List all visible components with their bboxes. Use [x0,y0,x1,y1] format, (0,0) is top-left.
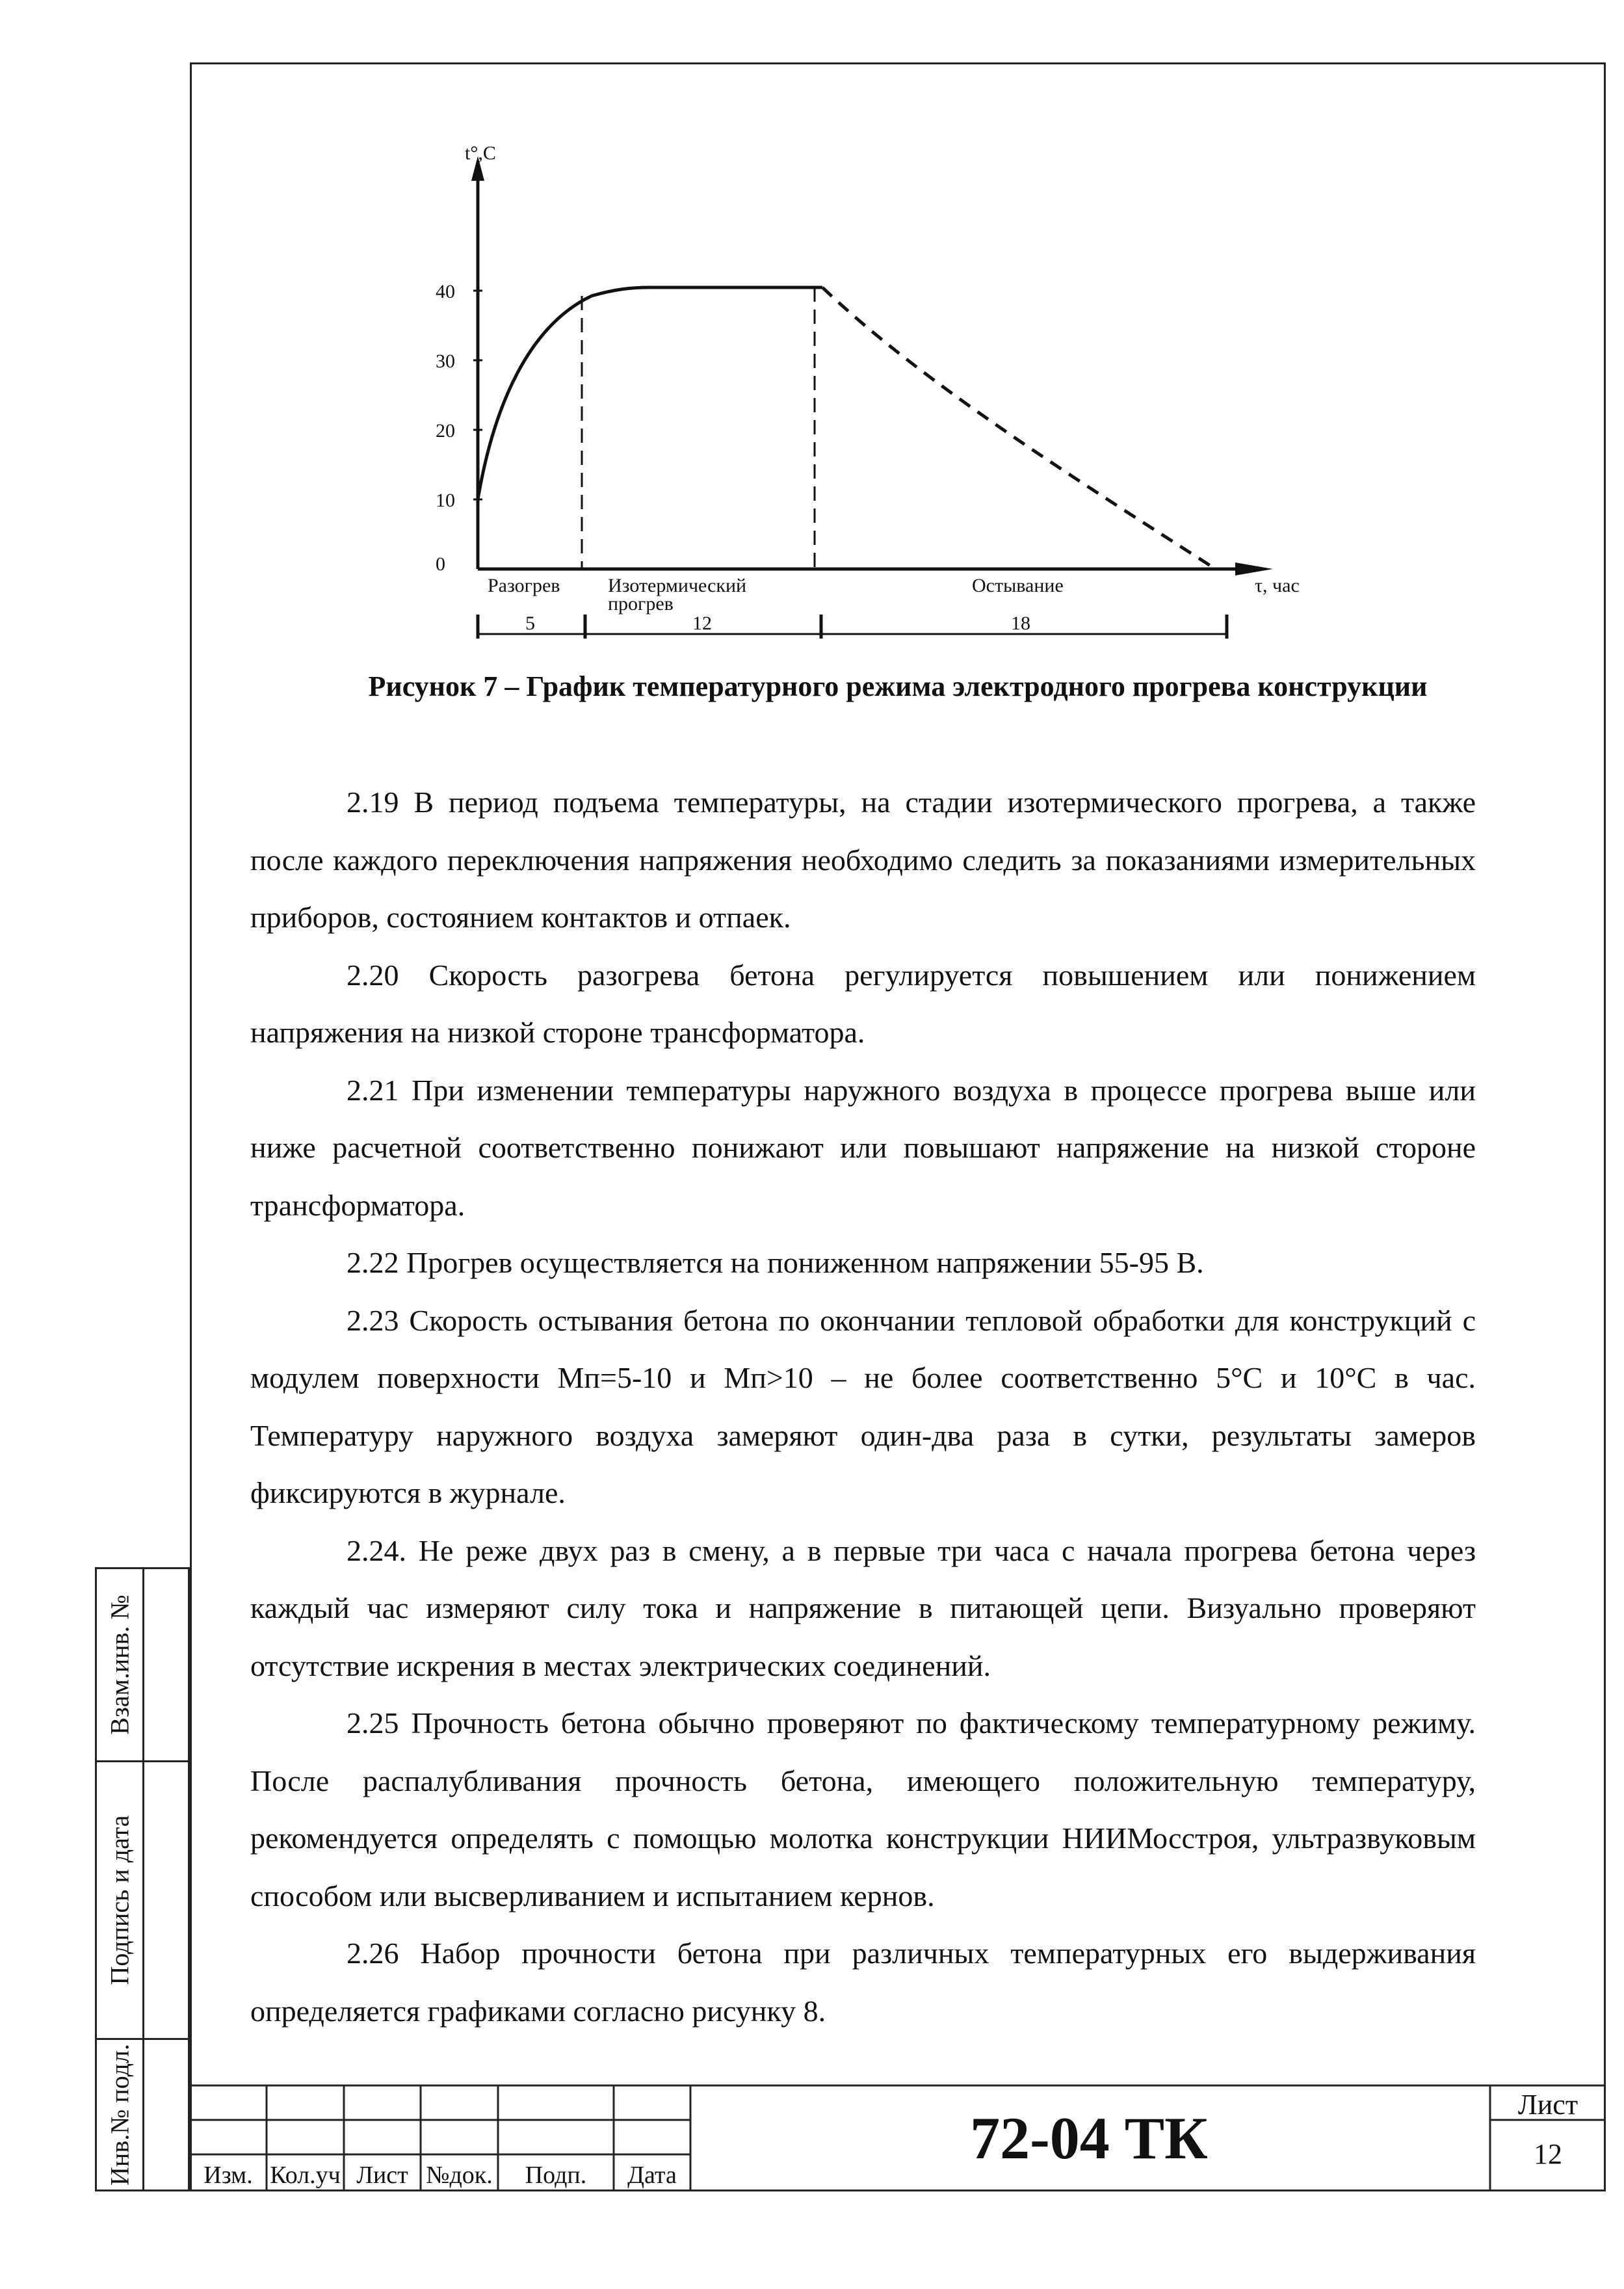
header-kol-uch: Кол.уч [270,2162,341,2189]
figure-caption: Рисунок 7 – График температурного режима электродного прогрева конструкции [368,670,1428,702]
paragraph-2-22: 2.22 Прогрев осуществляется на пониженном напряжении 55-95 В. [347,1246,1204,1279]
header-data: Дата [627,2162,677,2189]
heating-curve [478,287,650,499]
paragraph-2-23: 2.23 Скорость остывания бетона по окончании тепловой обработки для конструкций с модулем поверхности Мп=5-10 и Мп>10 – не более соответственно 5°С и 10°С в час. Температуру наружного воздуха замеряют один-два раза в сутки, результаты замеров фиксируются в журнале. [250,1303,1476,1509]
stage-label-isothermal-2: прогрев [608,593,674,615]
x-axis-label: τ, час [1255,575,1300,596]
side-label-inv: Инв.№ подл. [105,2044,135,2186]
y-tick-40: 40 [436,281,455,302]
y-axis-label: t°,C [465,142,496,164]
side-stamp-podpis [95,1760,190,2040]
y-tick-10: 10 [436,490,455,511]
stage-label-cooling: Остывание [972,575,1064,596]
header-podp: Подп. [525,2162,587,2189]
side-label-vzam: Взам.инв. № [105,1594,135,1735]
x-axis-arrow [1235,562,1273,576]
side-stamp-vzam [95,1567,190,1762]
sheet-number: 12 [1534,2138,1562,2170]
duration-heating: 5 [525,613,535,634]
header-izm: Изм. [203,2162,253,2189]
body-text [250,774,1476,2040]
side-stamp-inv [95,2038,190,2191]
paragraph-2-21: 2.21 При изменении температуры наружного воздуха в процессе прогрева выше или ниже расчетной соответственно понижают или повышают напряжение на низкой стороне трансформатора. [250,1073,1476,1222]
stage-label-heating: Разогрев [488,575,560,596]
document-code: 72-04 ТК [970,2105,1208,2171]
duration-isothermal: 12 [692,613,712,634]
paragraph-2-19: 2.19 В период подъема температуры, на стадии изотермического прогрева, а также после каждого переключения напряжения необходимо следить за показаниями измерительных приборов, состоянием контактов и отпаек. [250,786,1476,934]
temperature-graph [416,130,1326,670]
paragraph-2-26: 2.26 Набор прочности бетона при различных температурных его выдерживания определяется графиками согласно рисунку 8. [250,1937,1476,2028]
header-list: Лист [356,2162,408,2189]
header-ndok: №док. [426,2162,493,2189]
stage-label-isothermal-1: Изотермический [608,575,747,596]
paragraph-2-24: 2.24. Не реже двух раз в смену, а в первые три часа с начала прогрева бетона через каждый час измеряют силу тока и напряжение в питающей цепи. Визуально проверяют отсутствие искрения в местах электрических соединений. [250,1533,1476,1682]
paragraph-2-20: 2.20 Скорость разогрева бетона регулируется повышением или понижением напряжения на низкой стороне трансформатора. [250,958,1476,1049]
cooling-curve [822,287,1212,567]
duration-cooling: 18 [1011,613,1030,634]
sheet-label: Лист [1517,2089,1578,2121]
y-tick-0: 0 [436,553,445,575]
paragraph-2-25: 2.25 Прочность бетона обычно проверяют по фактическому температурному режиму. После распалубливания прочность бетона, имеющего положительную температуру, рекомендуется определять с помощью молотка конструкции НИИМосстроя, ультразвуковым способом или высверливанием и испытанием кернов. [250,1706,1476,1912]
y-tick-20: 20 [436,420,455,442]
side-label-podpis: Подпись и дата [105,1815,135,1985]
y-tick-30: 30 [436,351,455,372]
graph-svg [416,130,1326,670]
